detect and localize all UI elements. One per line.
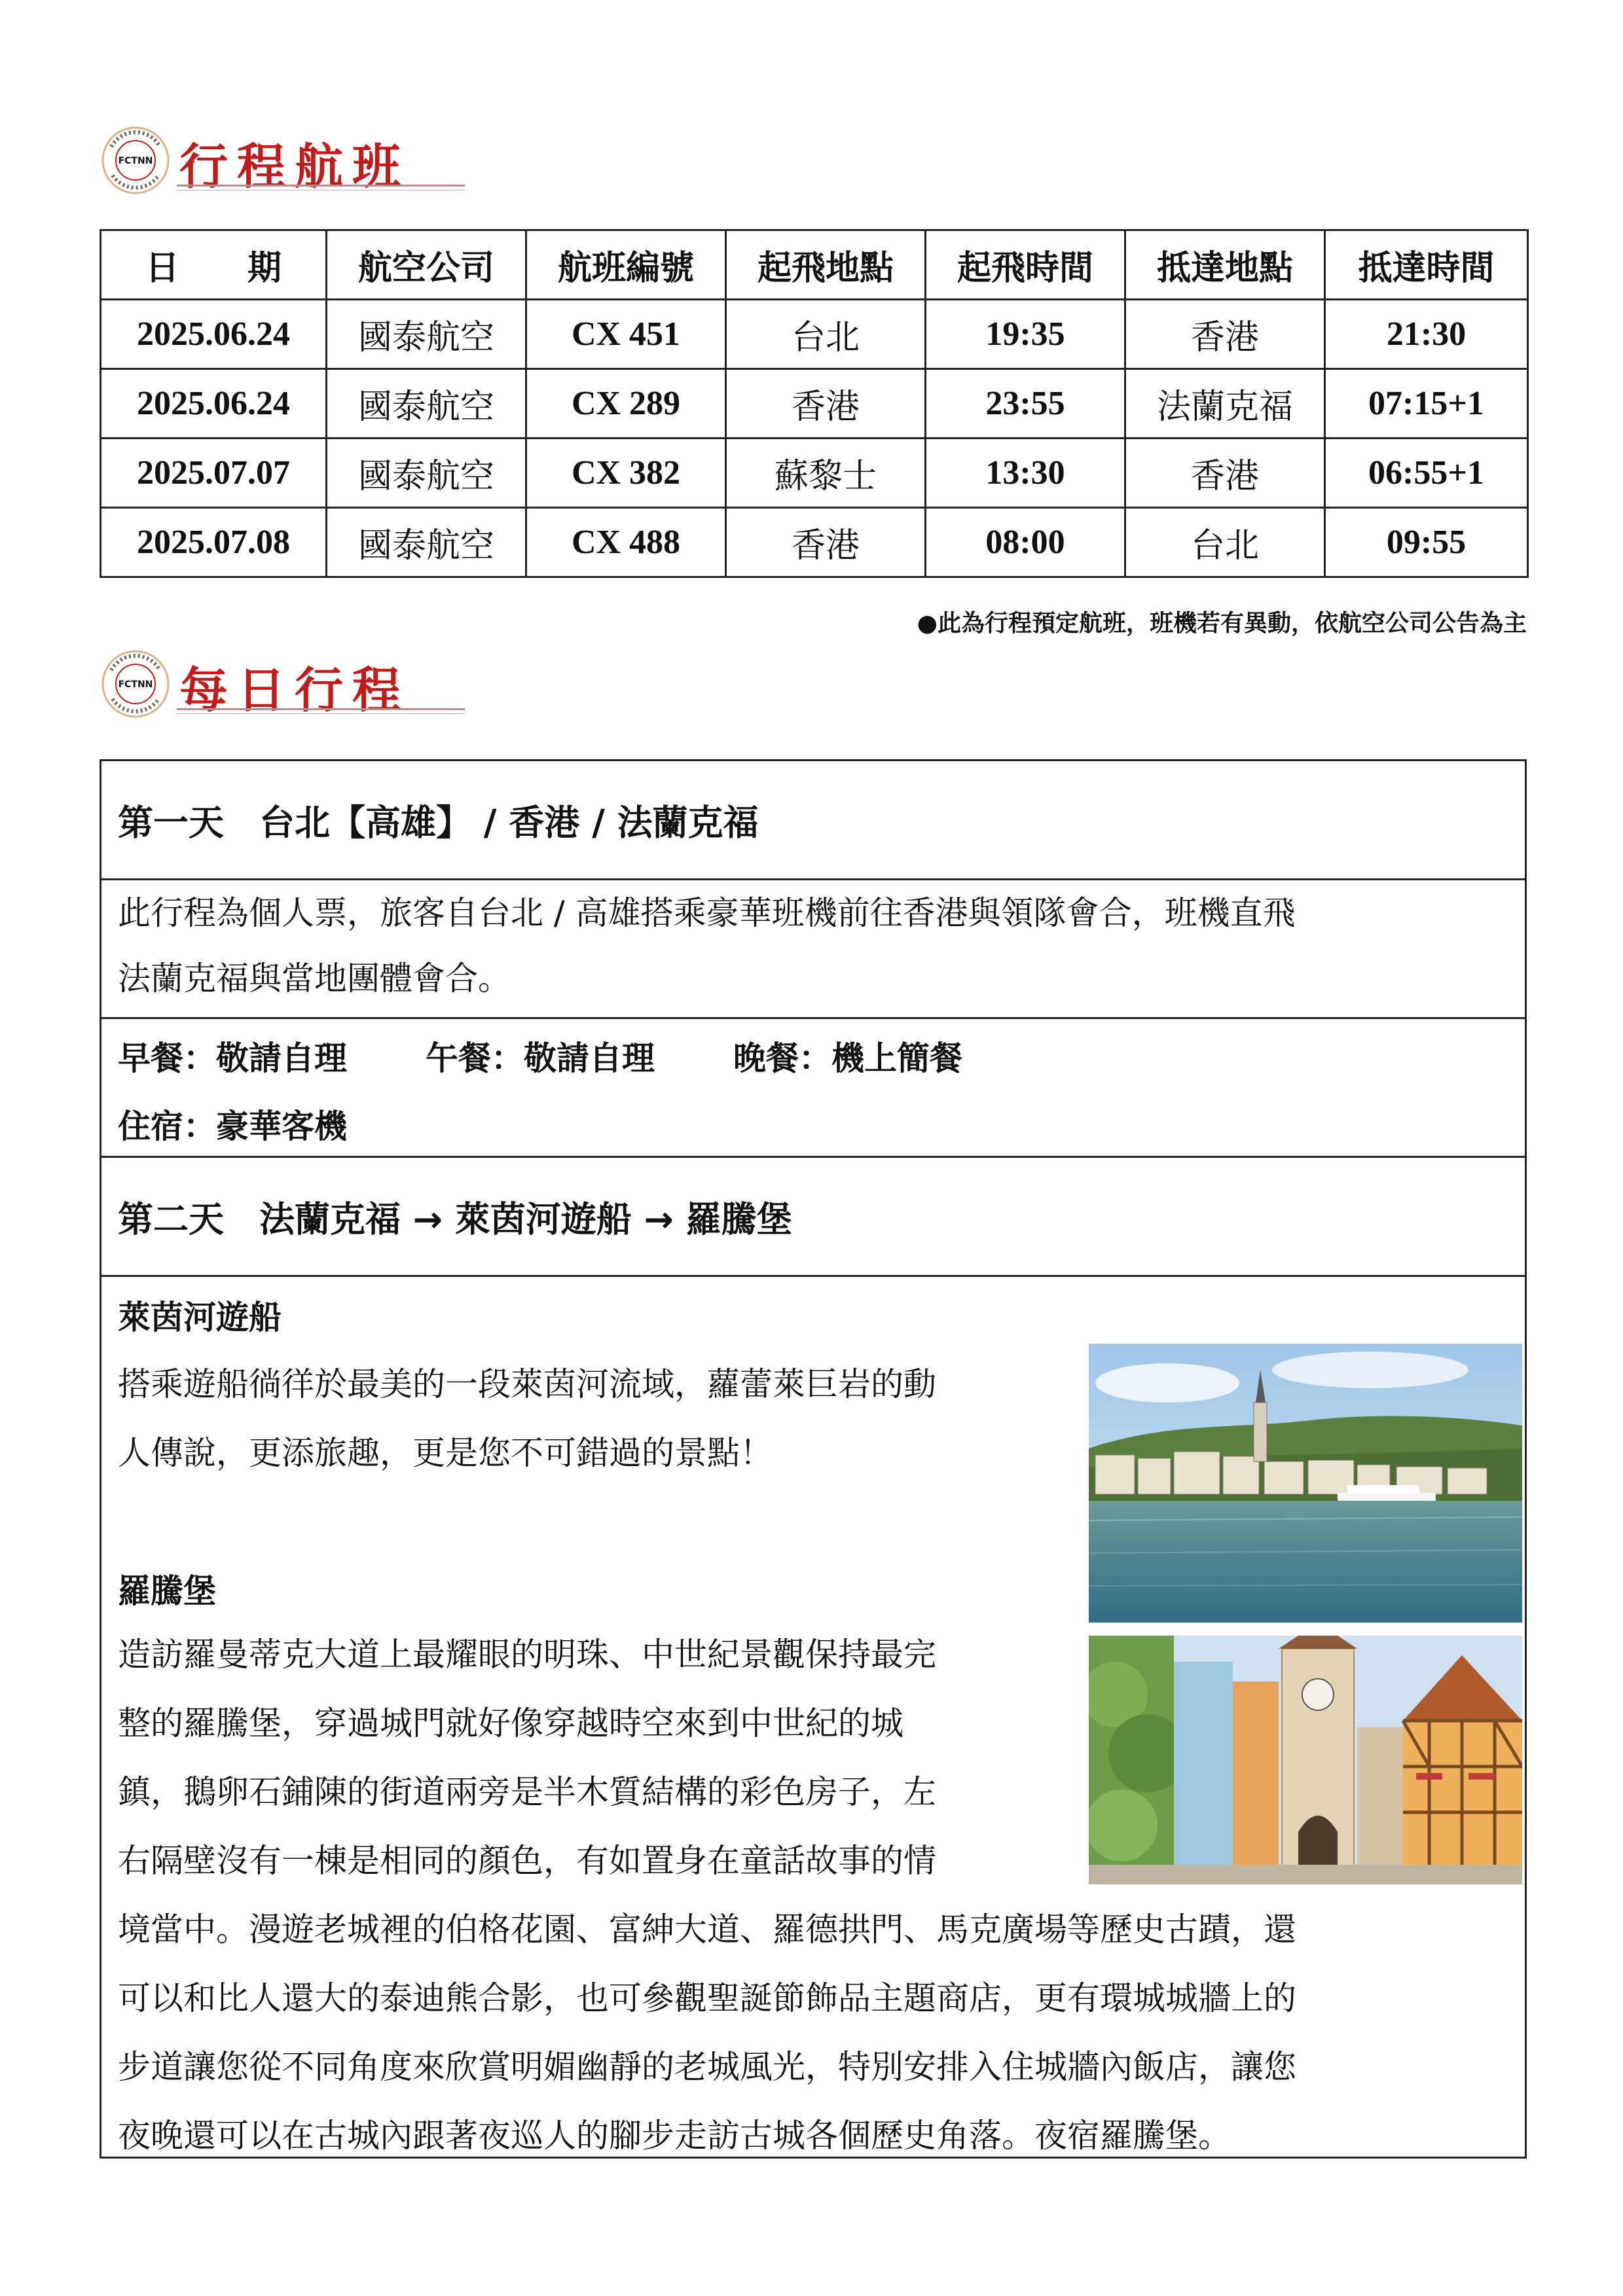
- day2-title-row: [101, 1158, 1525, 1277]
- flight-section-title: 行程航班: [179, 139, 410, 195]
- flight-depart-place: 香港: [726, 508, 926, 577]
- flight-depart-time: 23:55: [926, 369, 1125, 439]
- rothenburg-line: 夜晚還可以在古城內跟著夜巡人的腳步走訪古城各個歷史角落。夜宿羅騰堡。: [118, 2117, 1231, 2155]
- flight-table: [100, 229, 1529, 578]
- rothenburg-line: 右隔壁沒有一棟是相同的顏色，有如置身在童話故事的情: [118, 1842, 936, 1880]
- flight-table-header-row: [101, 230, 1528, 300]
- rhine-river-photo: [1089, 1344, 1522, 1623]
- flight-airline: 國泰航空: [327, 508, 526, 577]
- svg-text:FCTNN: FCTNN: [118, 679, 153, 690]
- flight-airline: 國泰航空: [327, 369, 526, 439]
- flight-depart-time: 19:35: [926, 300, 1125, 369]
- day2-title: 第二天 法蘭克福 → 萊茵河遊船 → 羅騰堡: [118, 1198, 792, 1240]
- flight-depart-time: 13:30: [926, 439, 1125, 508]
- flight-depart-place: 台北: [726, 300, 926, 369]
- flight-arrive-time: 06:55+1: [1325, 439, 1528, 508]
- rothenburg-line: 整的羅騰堡，穿過城門就好像穿越時空來到中世紀的城: [118, 1704, 903, 1742]
- rhine-line: 人傳說，更添旅趣，更是您不可錯過的景點！: [118, 1434, 773, 1472]
- rothenburg-line: 步道讓您從不同角度來欣賞明媚幽靜的老城風光，特別安排入住城牆內飯店，讓您: [118, 2048, 1296, 2086]
- flight-airline: 國泰航空: [327, 300, 526, 369]
- table-row: [101, 508, 1528, 577]
- flight-date: 2025.07.08: [101, 508, 327, 577]
- header-date: 日 期: [101, 230, 327, 300]
- table-row: [101, 369, 1528, 439]
- breakfast-info: 早餐：敬請自理: [118, 1039, 347, 1077]
- daily-section-title: 每日行程: [179, 662, 410, 719]
- day1-title: 第一天 台北【高雄】 / 香港 / 法蘭克福: [118, 802, 759, 843]
- section-underline: [177, 708, 465, 710]
- rhine-cruise-text: [118, 1350, 1100, 1488]
- header-depart-place: 起飛地點: [726, 230, 926, 300]
- table-row: [101, 300, 1528, 369]
- flight-arrive-place: 香港: [1125, 439, 1325, 508]
- header-airline: 航空公司: [327, 230, 526, 300]
- flight-number: CX 289: [526, 369, 726, 439]
- flight-date: 2025.06.24: [101, 369, 327, 439]
- day2-content: [101, 1277, 1525, 2157]
- dinner-info: 晚餐：機上簡餐: [733, 1039, 962, 1077]
- flight-arrive-time: 09:55: [1325, 508, 1528, 577]
- header-depart-time: 起飛時間: [926, 230, 1125, 300]
- rothenburg-line: 境當中。漫遊老城裡的伯格花園、富紳大道、羅德拱門、馬克廣場等歷史古蹟，還: [118, 1910, 1296, 1948]
- day1-desc-line: 法蘭克福與當地團體會合。: [118, 960, 511, 997]
- flight-arrive-place: 香港: [1125, 300, 1325, 369]
- day1-desc-line: 此行程為個人票，旅客自台北 / 高雄搭乘豪華班機前往香港與領隊會合，班機直飛: [118, 894, 1296, 932]
- day1-meals: [118, 1032, 1041, 1079]
- flight-arrive-time: 21:30: [1325, 300, 1528, 369]
- rhine-cruise-heading: 萊茵河遊船: [118, 1299, 282, 1336]
- flight-depart-time: 08:00: [926, 508, 1125, 577]
- flight-section-header: [100, 124, 466, 203]
- flight-depart-place: 香港: [726, 369, 926, 439]
- flight-airline: 國泰航空: [327, 439, 526, 508]
- daily-section-header: [100, 648, 466, 726]
- section-underline: [177, 185, 465, 187]
- day1-title-row: [101, 761, 1525, 880]
- flight-depart-place: 蘇黎士: [726, 439, 926, 508]
- flight-arrive-place: 台北: [1125, 508, 1325, 577]
- agency-logo: [100, 124, 172, 196]
- flight-arrive-place: 法蘭克福: [1125, 369, 1325, 439]
- flight-arrive-time: 07:15+1: [1325, 369, 1528, 439]
- rothenburg-line: 造訪羅曼蒂克大道上最耀眼的明珠、中世紀景觀保持最完: [118, 1636, 936, 1674]
- day1-description: [118, 880, 1499, 1011]
- flight-number: CX 382: [526, 439, 726, 508]
- day1-lodging: [118, 1100, 426, 1147]
- rothenburg-line: 可以和比人還大的泰迪熊合影，也可參觀聖誕節飾品主題商店，更有環城城牆上的: [118, 1979, 1296, 2017]
- lodging-info: 住宿：豪華客機: [118, 1107, 347, 1145]
- rothenburg-town-photo: [1089, 1636, 1522, 1884]
- day1-meals-row: [101, 1019, 1525, 1158]
- header-flight-no: 航班編號: [526, 230, 726, 300]
- table-row: [101, 439, 1528, 508]
- flight-note: ●此為行程預定航班，班機若有異動，依航空公司公告為主: [917, 610, 1527, 637]
- flight-number: CX 488: [526, 508, 726, 577]
- flight-date: 2025.07.07: [101, 439, 327, 508]
- itinerary-box: [100, 759, 1527, 2159]
- svg-text:FCTNN: FCTNN: [118, 156, 153, 166]
- rothenburg-heading: 羅騰堡: [118, 1572, 216, 1610]
- header-arrive-time: 抵達時間: [1325, 230, 1528, 300]
- day1-desc-row: [101, 880, 1525, 1019]
- header-arrive-place: 抵達地點: [1125, 230, 1325, 300]
- flight-number: CX 451: [526, 300, 726, 369]
- section-underline-thin: [177, 713, 465, 714]
- agency-logo: [100, 648, 172, 720]
- rhine-line: 搭乘遊船徜徉於最美的一段萊茵河流域，蘿蕾萊巨岩的動: [118, 1365, 936, 1403]
- flight-date: 2025.06.24: [101, 300, 327, 369]
- rothenburg-line: 鎮，鵝卵石鋪陳的街道兩旁是半木質結構的彩色房子，左: [118, 1773, 936, 1811]
- lunch-info: 午餐：敬請自理: [426, 1039, 655, 1077]
